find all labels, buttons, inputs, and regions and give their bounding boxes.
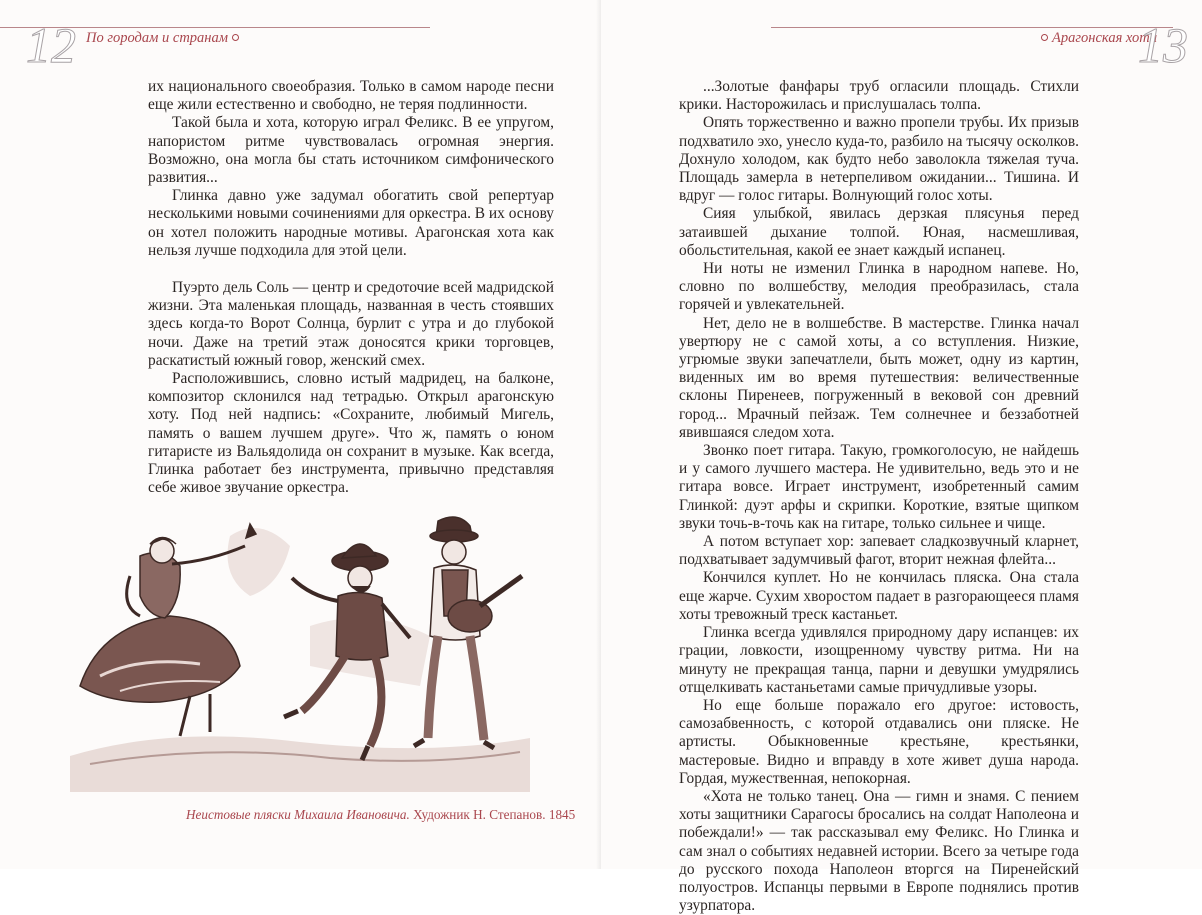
paragraph: Глинка всегда удивлялся природному дару испанцев: их грации, ловкости, изощренному чувству ритма. Ни на минуту не прекращая танца, парни и девушки умудрялись отщелкивать кастаньетами самые причудливые узоры. bbox=[679, 624, 1079, 696]
paragraph: Расположившись, словно истый мадридец, на балконе, композитор склонился над тетрадью. Открыл арагонскую хоту. Под ней надпись: «Сохраните, любимый Мигель, память о вашем лучшем друге». Что ж, память о юном гитаристе из Вальядолида он сохранит в музыке. Как всегда, Глинка работает без инструмента, привычно представляя себе живое звучание оркестра. bbox=[148, 370, 554, 497]
body-text bbox=[679, 78, 1079, 915]
paragraph: «Хота не только танец. Она — гимн и знамя. С пением хоты защитники Сарагосы бросались на солдат Наполеона и побеждали!» — так рассказывал ему Феликс. Но Глинка и сам знал о событиях недавней истории. Всего за четыре года до русского похода Наполеон вторгся на Пиренейский полуостров. Испанцы первыми в Европе поднялись против узурпатора. bbox=[679, 787, 1079, 915]
dance-illustration bbox=[70, 506, 530, 792]
running-head bbox=[82, 30, 247, 47]
caption-title: Неистовые пляски Михаила Ивановича. bbox=[186, 807, 410, 822]
paragraph: Но еще больше поражало его другое: истовость, самозабвенность, с которой отдавались они пляске. Не артисты. Обыкновенные крестьяне, крестьянки, мастеровые. Видно и вправду в хоте живет душа народа. Гордая, мужественная, непокорная. bbox=[679, 696, 1079, 787]
paragraph: Нет, дело не в волшебстве. В мастерстве. Глинка начал увертюру не с самой хоты, а со вступления. Низкие, угрюмые звуки запечатлели, быть может, одну из картин, виденных им во время путешествия: величественные склоны Пиренеев, погруженный в вековой сон древний город... Мрачный пейзаж. Тем солнечнее и беззаботней явившаяся следом хота. bbox=[679, 314, 1079, 441]
header-rule bbox=[771, 27, 1173, 28]
left-page bbox=[0, 0, 601, 869]
right-page bbox=[601, 0, 1202, 915]
paragraph: Кончился куплет. Но не кончилась пляска. Она стала еще жарче. Сухим хворостом падает в разгорающееся пламя хоты тревожный треск кастаньет. bbox=[679, 569, 1079, 623]
paragraph: Сияя улыбкой, явилась дерзкая плясунья перед затаившей дыхание толпой. Юная, насмешливая, обольстительная, какой ее знает каждый испанец. bbox=[679, 205, 1079, 259]
paragraph: Пуэрто дель Соль — центр и средоточие всей мадридской жизни. Эта маленькая площадь, названная в честь стоявших здесь когда-то Ворот Солнца, бурлит с утра и до глубокой ночи. Даже на третий этаж доносятся крики торговцев, раскатистый южный говор, женский смех. bbox=[148, 279, 554, 369]
paragraph: Такой была и хота, которую играл Феликс. В ее упругом, напористом ритме чувствовалась огромная энергия. Возможно, она могла бы стать источником симфонического развития... bbox=[148, 114, 554, 187]
paragraph: их национального своеобразия. Только в самом народе песни еще жили естественно и свободно, не теряя подлинности. bbox=[148, 78, 554, 114]
paragraph: Глинка давно уже задумал обогатить свой репертуар несколькими новыми сочинениями для оркестра. В их основу он хотел положить народные мотивы. Арагонская хота как нельзя лучше подходила для этой цели. bbox=[148, 187, 554, 259]
running-head-text: По городам и странам bbox=[86, 30, 229, 46]
guitarist bbox=[414, 517, 522, 748]
paragraph: Ни ноты не изменил Глинка в народном напеве. Но, словно по волшебству, мелодия преобразилась, стала горячей и увлекательней. bbox=[679, 260, 1079, 314]
paragraph: ...Золотые фанфары труб огласили площадь. Стихли крики. Насторожилась и прислушалась толпа. bbox=[679, 78, 1079, 114]
running-head-text: Арагонская хота bbox=[1052, 30, 1158, 46]
paragraph: Звонко поет гитара. Такую, громкоголосую, не найдешь и у самого лучшего мастера. Не удивительно, ведь это и не гитара вовсе. Играет инструмент, изобретенный самим Глинкой: дуэт арфы и скрипки. Короткие, взятые щипком звуки точь-в-точь как на гитаре, только сильнее и чище. bbox=[679, 442, 1079, 532]
paragraph: Опять торжественно и важно пропели трубы. Их призыв подхватило эхо, унесло куда-то, разбило на тысячу осколков. Дохнуло холодом, как будто небо заволокла тяжелая туча. Площадь замерла в нетерпеливом ожидании... Тишина. И вдруг — голос гитары. Волнующий голос хоты. bbox=[679, 114, 1079, 205]
page-number: 13 bbox=[1138, 17, 1188, 73]
ornament-icon bbox=[1041, 34, 1048, 41]
body-text bbox=[148, 78, 554, 497]
illustration-caption bbox=[186, 807, 575, 823]
page-number: 12 bbox=[26, 17, 76, 73]
ornament-icon bbox=[232, 34, 239, 41]
paragraph: А потом вступает хор: запевает сладкозвучный кларнет, подхватывает задумчивый фагот, вторит нежная флейта... bbox=[679, 533, 1079, 569]
caption-credit: Художник Н. Степанов. 1845 bbox=[413, 807, 576, 822]
